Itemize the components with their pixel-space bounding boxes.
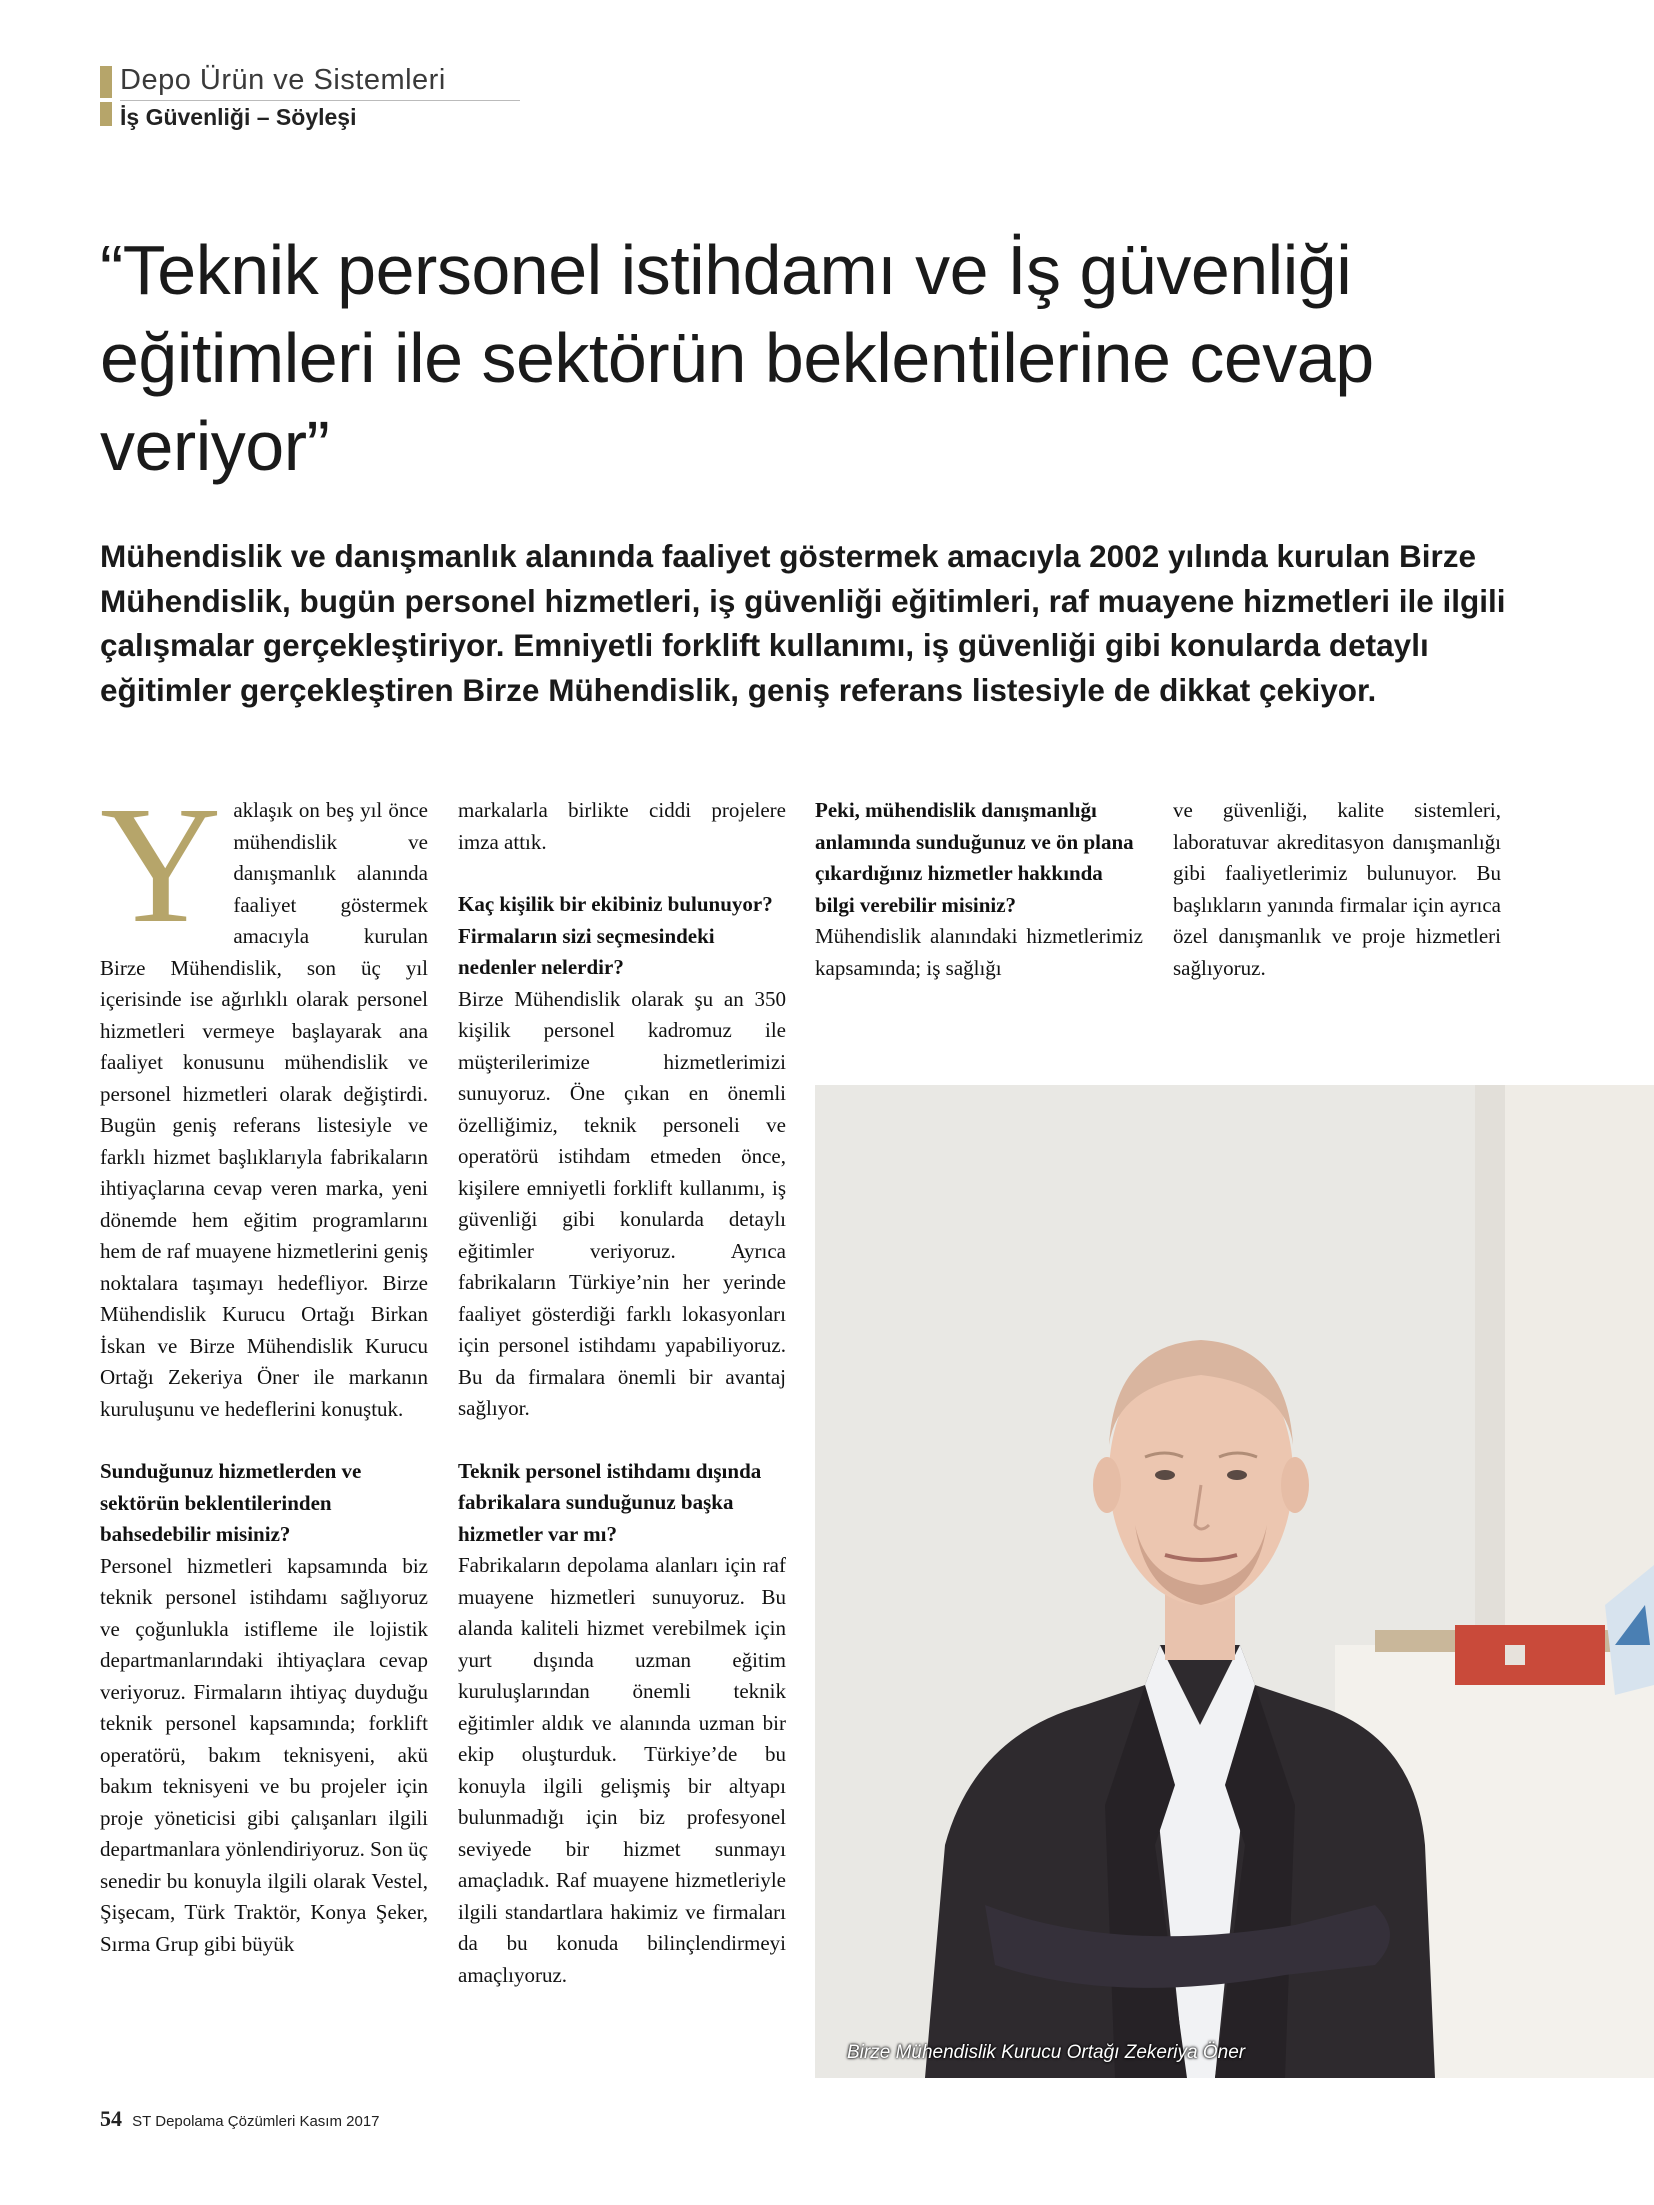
answer-1: Personel hizmetleri kapsamında biz teknik personel istihdamı sağlıyoruz ve çoğunlukla istifleme ile lojistik departmanlarındaki ihtiyaçlara cevap veriyoruz. Firmaların ihtiyaç duyduğu teknik personel kapsamında; forklift operatörü, bakım teknisyeni, akü bakım teknisyeni ve bu projeler için proje yöneticisi gibi çalışanları ilgili departmanlara yönlendiriyoruz. Son üç senedir bu konuyla ilgili olarak Vestel, Şişecam, Türk Traktör, Konya Şeker, Sırma Grup gibi büyük [100,1553,428,1956]
column-4 [1173,795,1501,984]
question-4: Peki, mühendislik danışmanlığı anlamında sunduğunuz ve ön plana çıkardığınız hizmetler hakkında bilgi verebilir misiniz? [815,798,1134,917]
portrait-illustration [815,1085,1654,2078]
column-2 [458,795,786,1991]
question-3: Teknik personel istihdamı dışında fabrikalara sunduğunuz başka hizmetler var mı? [458,1458,762,1546]
drop-cap: Y [100,772,222,958]
header-accent-bar-lower [100,102,112,126]
question-1: Sunduğunuz hizmetlerden ve sektörün beklentilerinden bahsedebilir misiniz? [100,1459,362,1546]
article-lead: Mühendislik ve danışmanlık alanında faaliyet göstermek amacıyla 2002 yılında kurulan Birze Mühendislik, bugün personel hizmetleri, iş güvenliği eğitimleri, raf muayene hizmetleri ile ilgili çalışmalar gerçekleştiriyor. Emniyetli forklift kullanımı, iş güvenliği gibi konularda detaylı eğitimler gerçekleştiren Birze Mühendislik, geniş referans listesiyle de dikkat çekiyor. [100,538,1506,708]
answer-1-continued: markalarla birlikte ciddi projelere imza attık. [458,798,786,854]
photo-caption: Birze Mühendislik Kurucu Ortağı Zekeriya Öner [847,2042,1246,2063]
column-1 [100,772,428,1960]
header-rule [120,100,520,101]
question-2: Kaç kişilik bir ekibiniz bulunuyor? Firmaların sizi seçmesindeki nedenler nelerdir? [458,892,773,979]
answer-4: Mühendislik alanındaki hizmetlerimiz kapsamında; iş sağlığı [815,924,1143,980]
portrait-photo [815,1085,1654,2078]
article-title: “Teknik personel istihdamı ve İş güvenliği eğitimleri ile sektörün beklentilerine cevap veriyor” [100,231,1374,485]
column-3 [815,795,1143,984]
answer-2: Birze Mühendislik olarak şu an 350 kişilik personel kadromuz ile müşterilerimize hizmetlerimizi sunuyoruz. Öne çıkan en önemli özelliğimiz, teknik personeli ve operatörü istihdam etmeden önce, kişilere emniyetli forklift kullanımı, iş güvenliği gibi konularda detaylı eğitimler veriyoruz. Ayrıca fabrikaların Türkiye’nin her yerinde faaliyet gösterdiği farklı lokasyonları için personel istihdamı yapabiliyoruz. Bu da firmalara önemli bir avantaj sağlıyor. [458,986,786,1420]
section-title: Depo Ürün ve Sistemleri [120,64,446,96]
header-accent-bar [100,66,112,98]
intro-paragraph: aklaşık on beş yıl önce mühendislik ve danışmanlık alanında faaliyet göstermek amacıyla kurulan Birze Mühendislik, son üç yıl içerisinde ise ağırlıklı olarak personel hizmetleri vermeye başlayarak ana faaliyet konusunu mühendislik ve personel hizmetleri olarak değiştirdi. Bugün geniş referans listesiyle ve farklı hizmet başlıklarıyla fabrikaların ihtiyaçlarına cevap veren marka, yeni dönemde hem eğitim programlarını hem de raf muayene hizmetlerini geniş noktalara taşımayı hedefliyor. Birze Mühendislik Kurucu Ortağı Birkan İskan ve Birze Mühendislik Kurucu Ortağı Zekeriya Öner ile markanın kuruluşunu ve hedeflerini konuştuk. [100,798,428,1421]
page-number: 54 [100,2106,122,2131]
page-footer [100,2106,380,2132]
answer-4-continued: ve güvenliği, kalite sistemleri, laboratuvar akreditasyon danışmanlığı gibi faaliyetlerimiz bulunuyor. Bu başlıkların yanında firmalar için ayrıca özel danışmanlık ve proje hizmetleri sağlıyoruz. [1173,798,1501,980]
section-subtitle: İş Güvenliği – Söyleşi [120,104,357,130]
publication-name: ST Depolama Çözümleri Kasım 2017 [132,2113,380,2130]
section-header [100,66,520,136]
answer-3: Fabrikaların depolama alanları için raf muayene hizmetleri sunuyoruz. Bu alanda kaliteli hizmet verebilmek için yurt dışında uzman eğitim kuruluşlarından önemli teknik eğitimler aldık ve alanında uzman bir ekip oluşturduk. Türkiye’de bu konuyla ilgili gelişmiş bir altyapı bulunmadığı için biz profesyonel seviyede bir hizmet sunmayı amaçladık. Raf muayene hizmetleriyle ilgili standartlara hakimiz ve firmaları da bu konuda bilinçlendirmeyi amaçlıyoruz. [458,1553,786,1987]
